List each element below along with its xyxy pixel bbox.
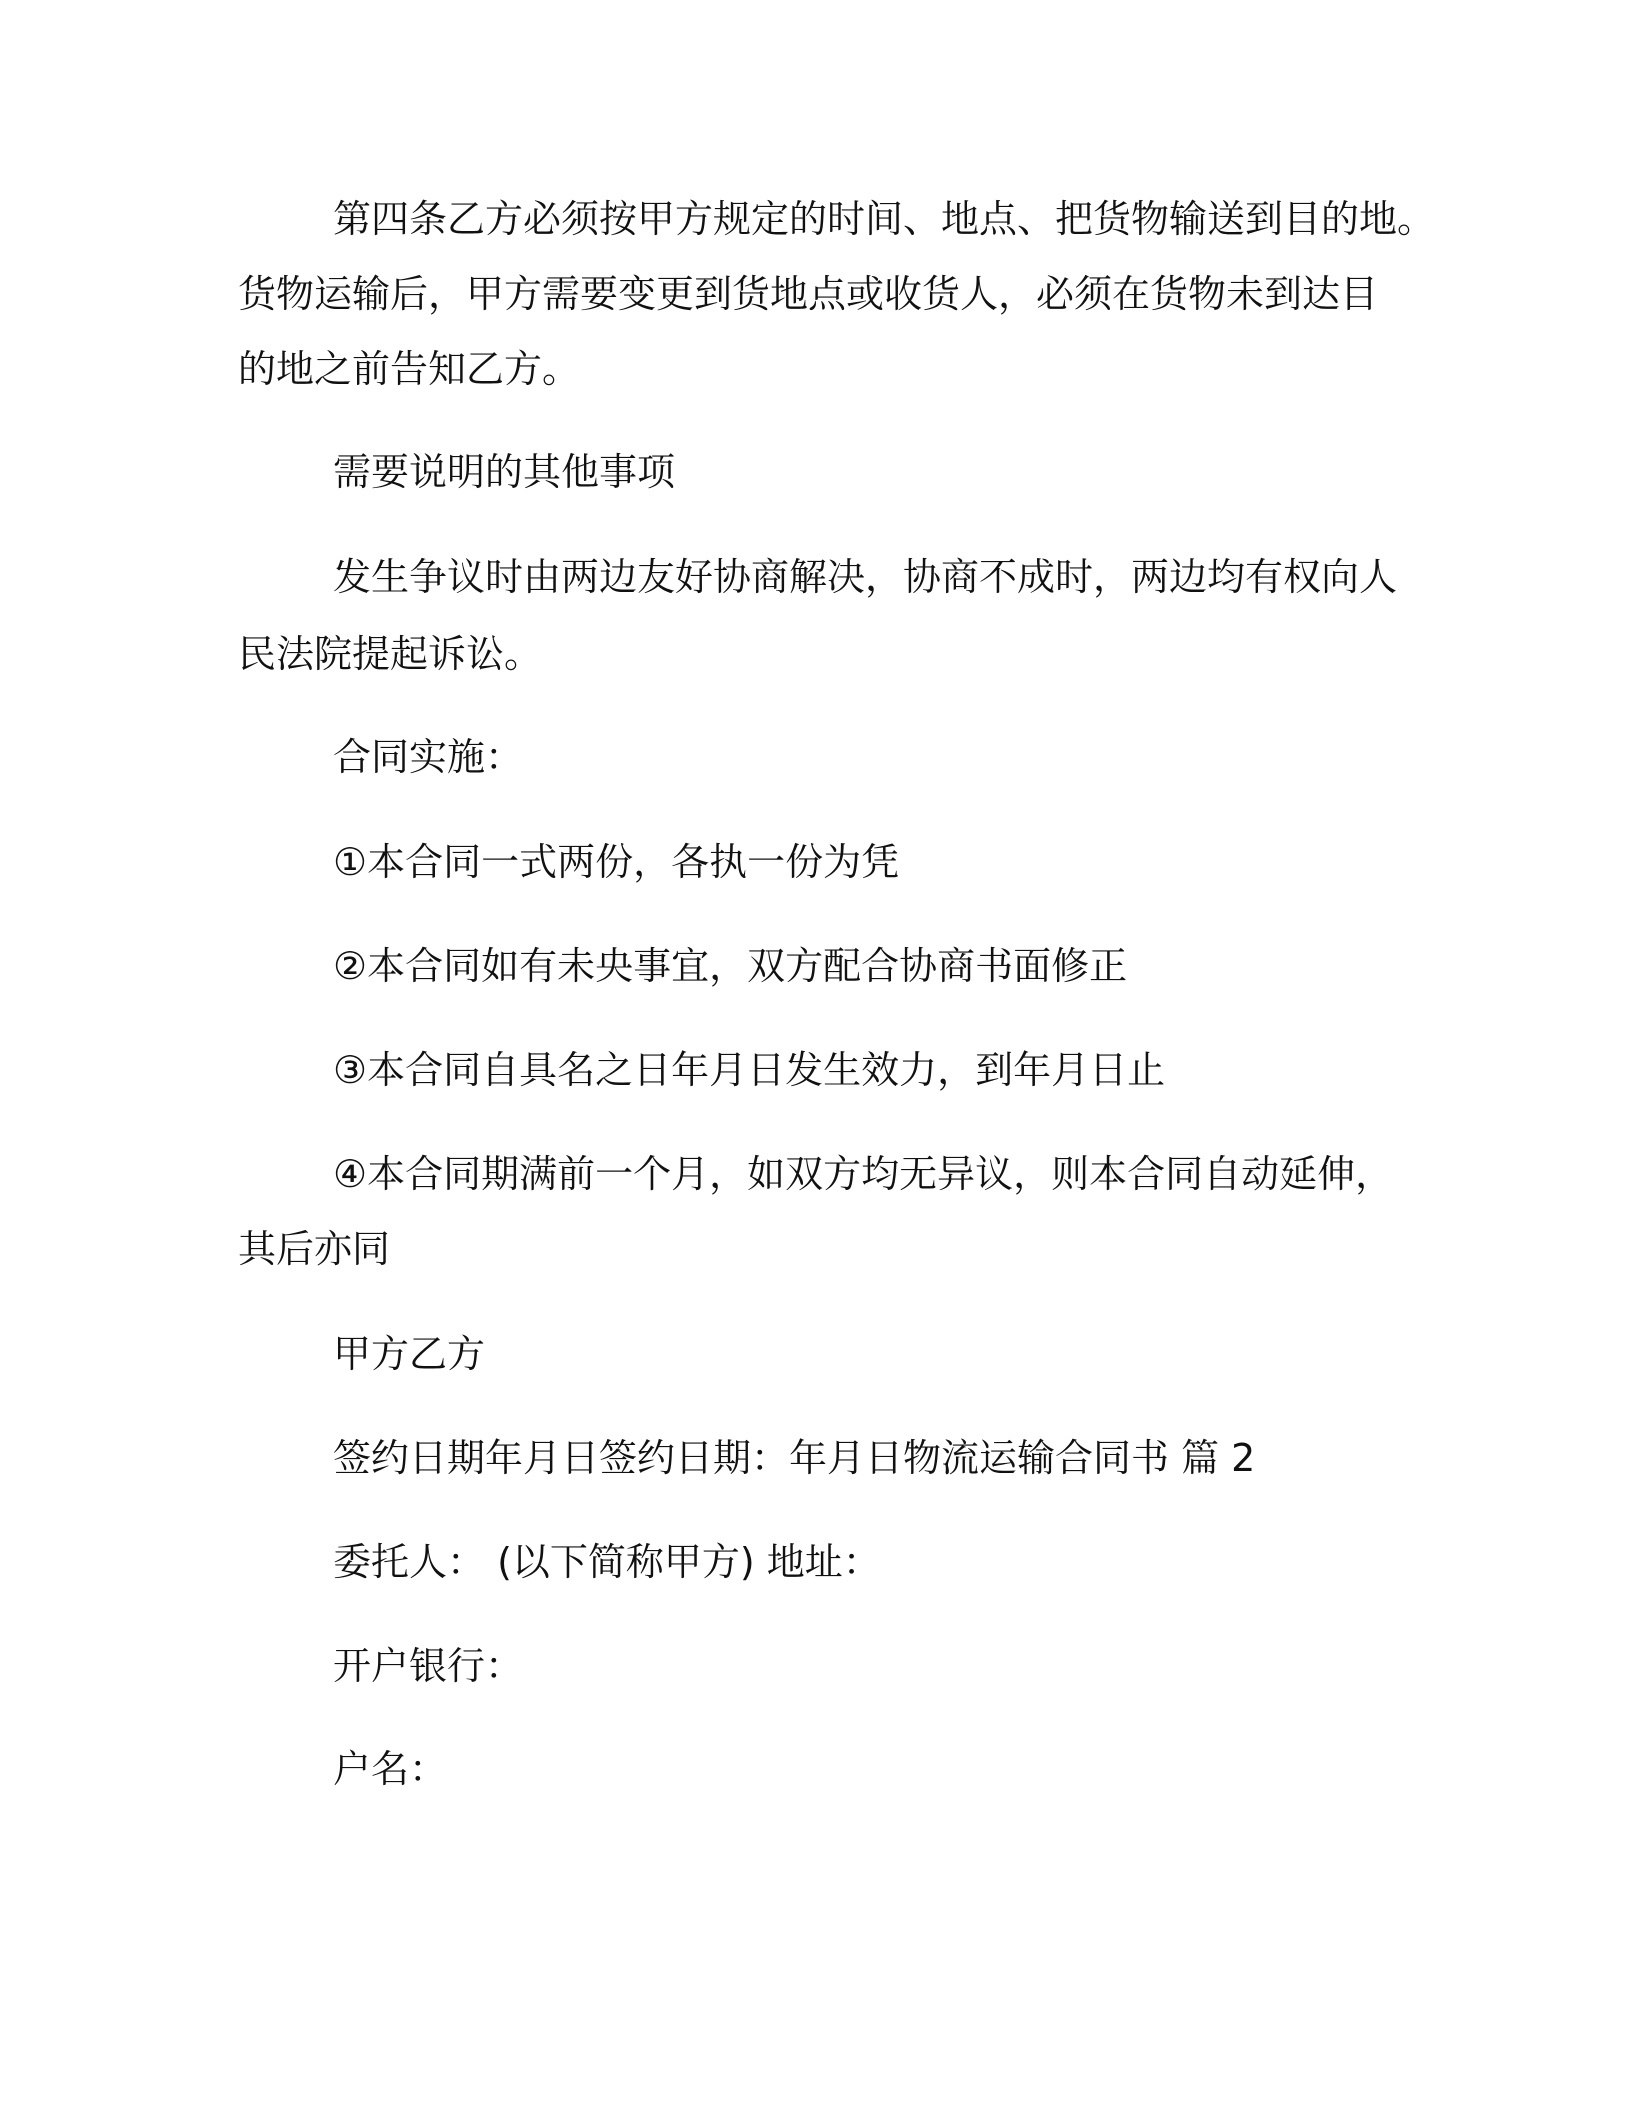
account-name-line: 户名： — [333, 1747, 448, 1791]
clause-1: ①本合同一式两份，各执一份为凭 — [333, 840, 900, 884]
clause-4-line-1: ④本合同期满前一个月，如双方均无异议，则本合同自动延伸， — [333, 1152, 1394, 1196]
paragraph-4-heading: 合同实施： — [333, 735, 524, 779]
signing-date-line: 签约日期年月日签约日期：年月日物流运输合同书 篇 2 — [333, 1436, 1256, 1480]
paragraph-1-line-3: 的地之前告知乙方。 — [238, 347, 581, 391]
client-address-line: 委托人： (以下简称甲方) 地址： — [333, 1540, 881, 1584]
paragraph-3-line-1: 发生争议时由两边友好协商解决，协商不成时，两边均有权向人 — [333, 555, 1398, 599]
paragraph-1-line-1: 第四条乙方必须按甲方规定的时间、地点、把货物输送到目的地。 — [333, 197, 1436, 241]
clause-4-line-2: 其后亦同 — [238, 1227, 391, 1271]
clause-3: ③本合同自具名之日年月日发生效力，到年月日止 — [333, 1048, 1166, 1092]
paragraph-2-heading: 需要说明的其他事项 — [333, 450, 676, 494]
clause-2: ②本合同如有未央事宜，双方配合协商书面修正 — [333, 944, 1128, 988]
bank-line: 开户银行： — [333, 1644, 524, 1688]
paragraph-1-line-2: 货物运输后，甲方需要变更到货地点或收货人，必须在货物未到达目 — [238, 272, 1379, 316]
paragraph-3-line-2: 民法院提起诉讼。 — [238, 632, 543, 676]
parties-line: 甲方乙方 — [333, 1332, 486, 1376]
